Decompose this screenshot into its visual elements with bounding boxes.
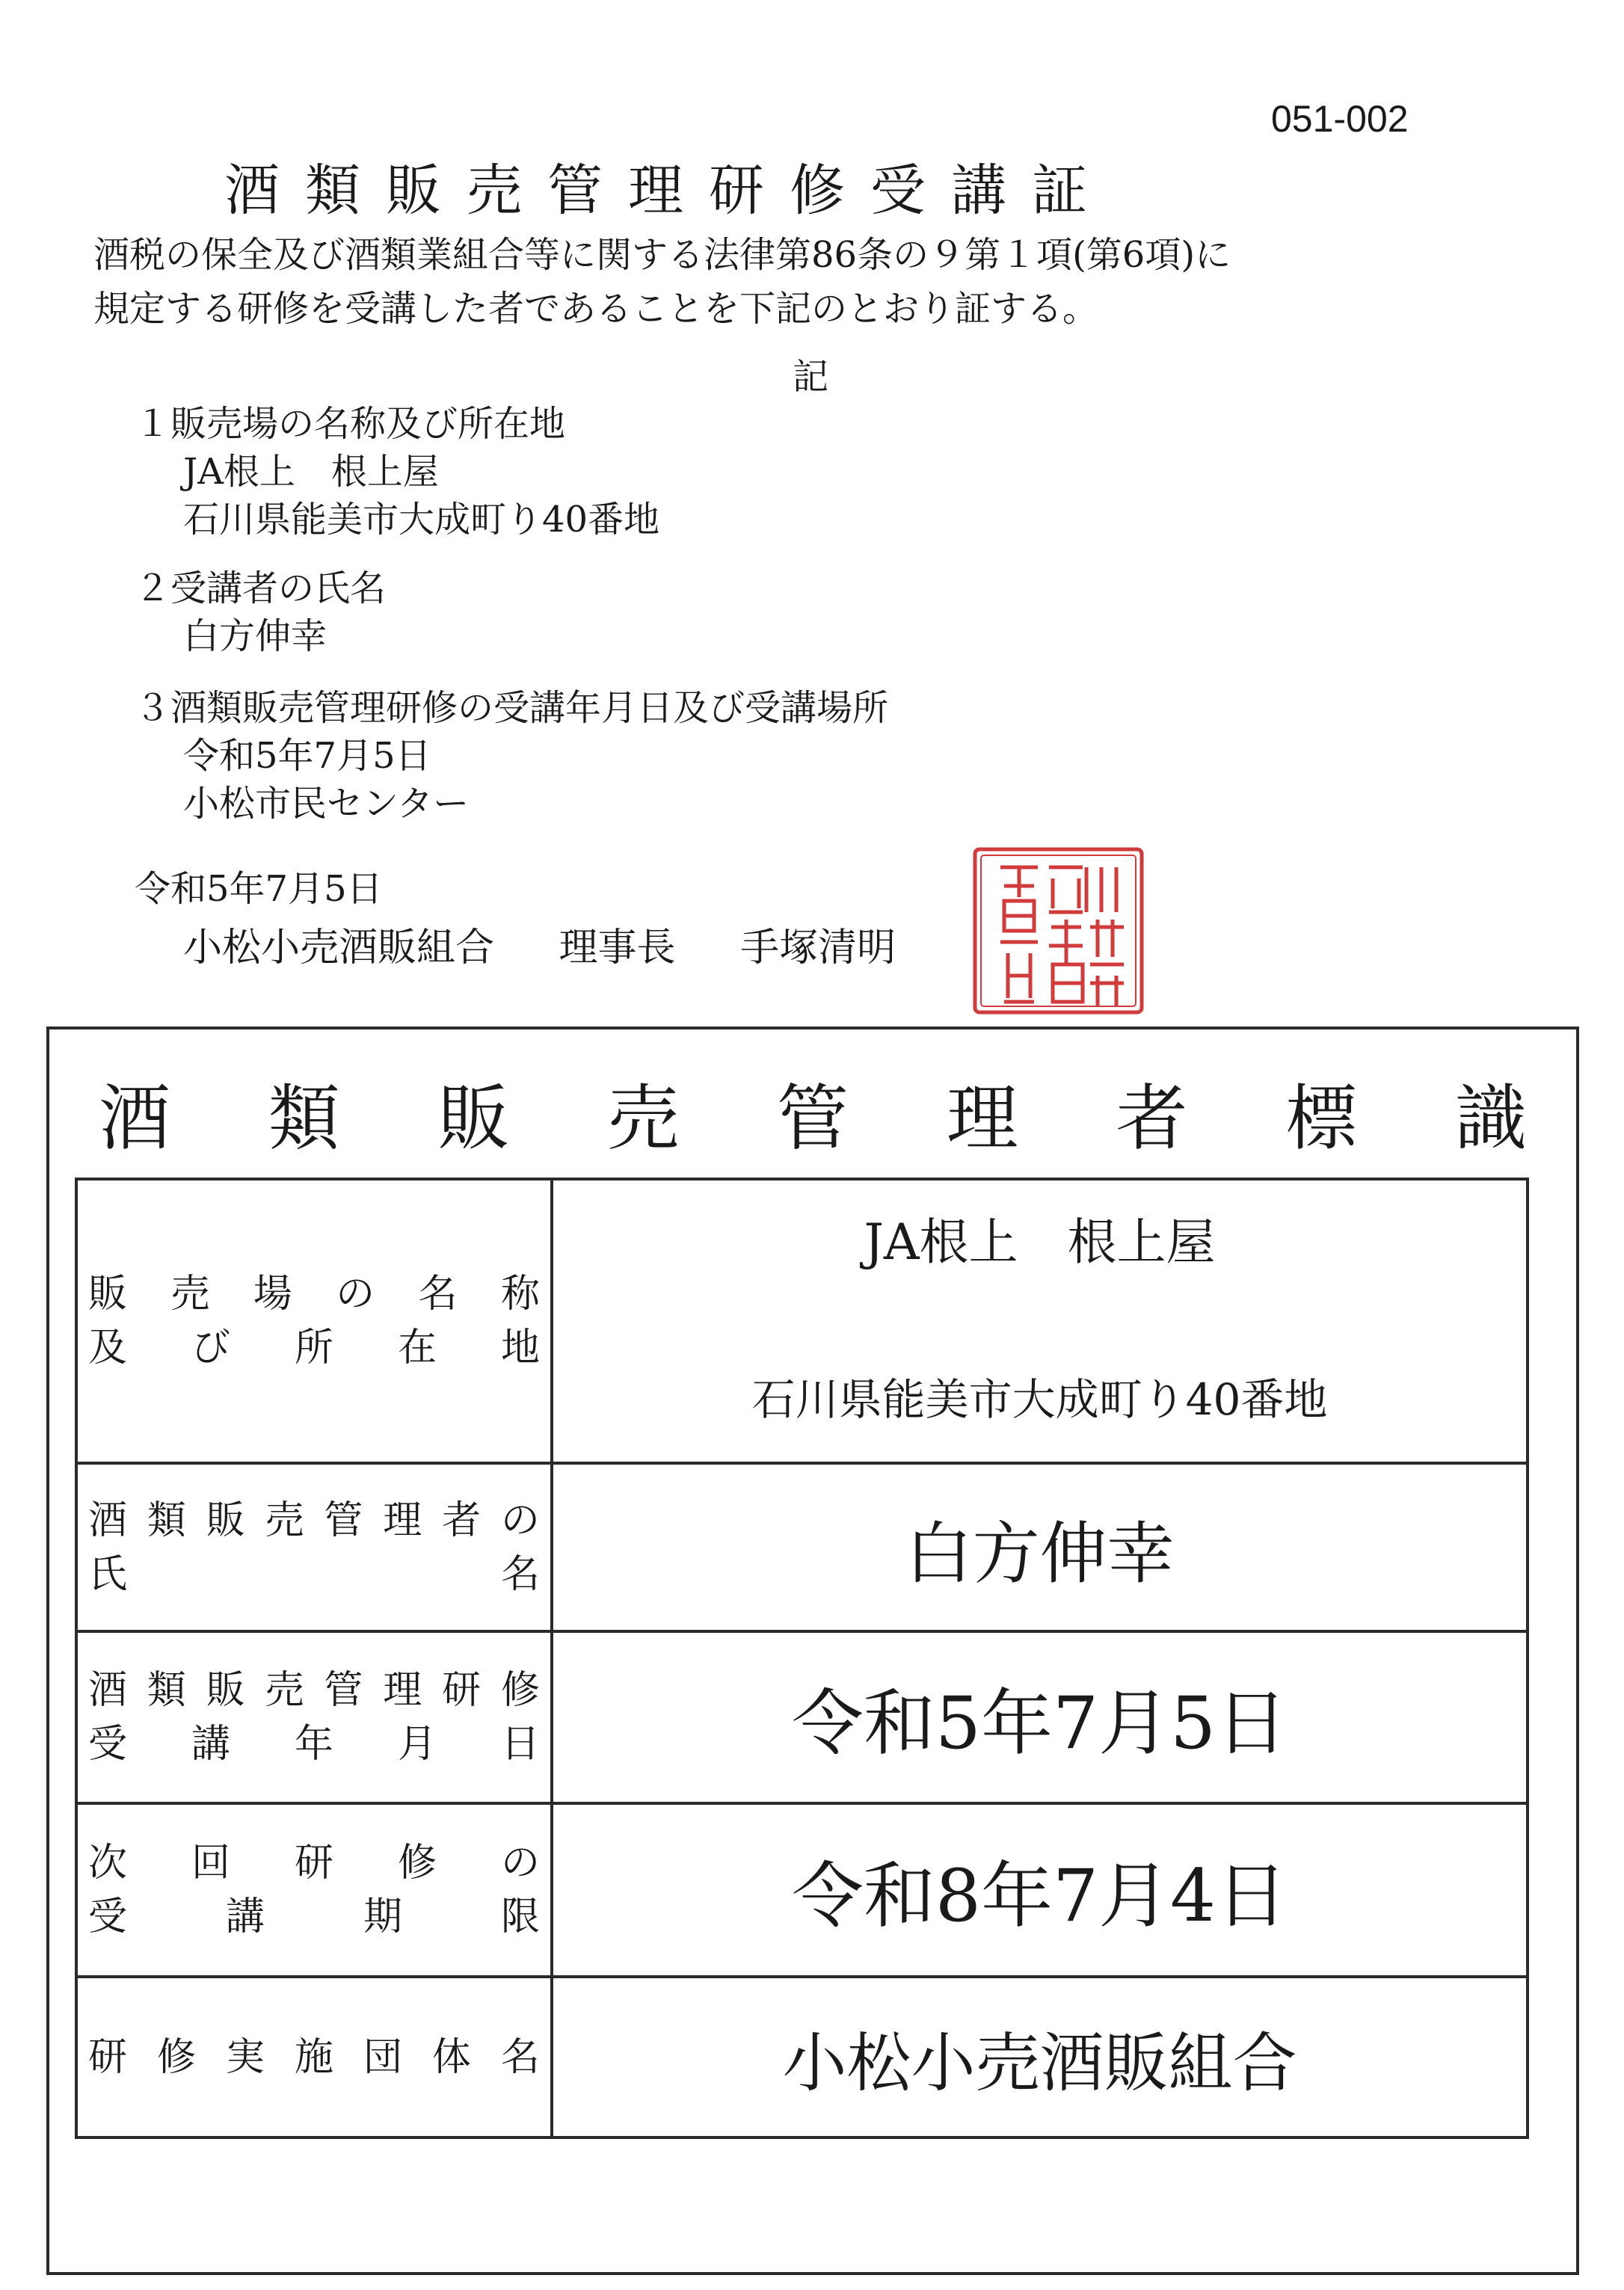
row-label-char: 理 (383, 1498, 422, 1543)
row-label-char: 及 (88, 1326, 128, 1370)
table-row (76, 1803, 1528, 1977)
store-name: JA根上 根上屋 (864, 1213, 1216, 1271)
row-label-char: 団 (363, 2034, 402, 2080)
official-seal-icon (971, 845, 1146, 1017)
row-label-char: 年 (294, 1722, 333, 1767)
row-label-char: 修 (500, 1668, 540, 1713)
certificate-title (224, 147, 1421, 226)
row-label-char: 回 (191, 1841, 230, 1886)
row-label-char: の (500, 1498, 540, 1543)
value-manager-name (552, 1463, 1528, 1631)
row-label-char: の (336, 1272, 375, 1317)
value-organizer (552, 1977, 1528, 2137)
row-label-char: 理 (383, 1668, 422, 1713)
label-training-date (76, 1631, 552, 1803)
label-store (76, 1179, 552, 1463)
row-label-char: 類 (147, 1668, 186, 1713)
item-1-address: 石川県能美市大成町り40番地 (183, 499, 660, 541)
row-label-char: 期 (363, 1895, 402, 1939)
row-label-char: 地 (500, 1326, 540, 1370)
row-label-char: 次 (88, 1841, 128, 1886)
issue-date: 令和5年7月5日 (135, 868, 383, 910)
row-label-char: 研 (294, 1841, 333, 1886)
item-2 (135, 564, 386, 660)
sign-title-char: 類 (268, 1077, 340, 1160)
row-label-char: 在 (397, 1326, 437, 1370)
sign-title-char: 識 (1455, 1077, 1527, 1160)
item-1 (135, 400, 659, 544)
row-label-char: 酒 (88, 1498, 128, 1543)
table-row (76, 1977, 1528, 2137)
sign-title (46, 1062, 1579, 1164)
sign-title-char: 管 (777, 1077, 849, 1160)
label-next-deadline (76, 1803, 552, 1977)
store-address: 石川県能美市大成町り40番地 (751, 1374, 1328, 1425)
table-row (76, 1463, 1528, 1631)
row-label-char: 修 (397, 1841, 437, 1886)
value-next-deadline (552, 1803, 1528, 1977)
row-label-char: 受 (88, 1722, 128, 1767)
value-store (552, 1179, 1528, 1463)
sign-title-char: 売 (607, 1077, 680, 1160)
document-number: 051-002 (1271, 98, 1409, 140)
row-label-char: 称 (500, 1272, 540, 1317)
sign-title-char: 酒 (99, 1077, 170, 1160)
next-deadline: 令和8年7月4日 (791, 1853, 1288, 1938)
row-label-char: 研 (442, 1668, 482, 1713)
certificate-title-text: 酒類販売管理研修受講証 (224, 158, 1113, 223)
row-label-char: 実 (225, 2034, 265, 2080)
row-label-char: 売 (170, 1272, 210, 1317)
issuer-name: 手塚清明 (740, 926, 896, 970)
row-label-char: 限 (500, 1895, 540, 1939)
manager-name: 白方伸幸 (905, 1514, 1175, 1593)
ki-heading: 記 (793, 356, 829, 398)
intro-line-2: 規定する研修を受講した者であることを下記のとおり証する。 (93, 288, 1099, 330)
row-label-char: 売 (265, 1668, 304, 1713)
row-label-char: び (191, 1326, 230, 1370)
row-label-char: 名 (500, 2034, 540, 2080)
row-label-char: 所 (294, 1326, 333, 1370)
row-label-char: 修 (156, 2034, 196, 2080)
row-label-char: 氏 (88, 1551, 128, 1597)
certificate-intro (93, 228, 1537, 336)
row-label-char: 管 (324, 1668, 363, 1713)
intro-line-1: 酒税の保全及び酒類業組合等に関する法律第86条の９第１項(第6項)に (93, 234, 1231, 276)
row-label-char: 販 (88, 1272, 128, 1317)
row-label-char: 場 (253, 1272, 292, 1317)
value-training-date (552, 1631, 1528, 1803)
row-label-char: 体 (431, 2034, 471, 2080)
row-label-char: 講 (191, 1722, 230, 1767)
item-3-place: 小松市民センター (183, 783, 470, 825)
item-2-heading: ２受講者の氏名 (135, 567, 387, 609)
row-label-char: 講 (225, 1895, 265, 1939)
row-label-char: 売 (265, 1498, 304, 1543)
issuer (183, 916, 896, 972)
item-2-attendee-name: 白方伸幸 (183, 615, 327, 657)
table-row (76, 1631, 1528, 1803)
row-label-char: 販 (206, 1498, 245, 1543)
row-label-char: 研 (88, 2034, 128, 2080)
sign-title-char: 標 (1285, 1077, 1358, 1160)
row-label-char: の (500, 1841, 540, 1886)
label-organizer (76, 1977, 552, 2137)
sign-table (75, 1178, 1529, 2139)
item-1-heading: １販売場の名称及び所在地 (135, 403, 566, 445)
row-label-char: 酒 (88, 1668, 128, 1713)
row-label-char: 類 (147, 1498, 186, 1543)
sign-title-char: 理 (946, 1077, 1018, 1160)
item-3-heading: ３酒類販売管理研修の受講年月日及び受講場所 (135, 687, 889, 729)
issuer-organization: 小松小売酒販組合 (183, 926, 495, 970)
sign-title-char: 販 (437, 1077, 510, 1160)
row-label-char: 名 (500, 1551, 540, 1597)
training-date: 令和5年7月5日 (791, 1681, 1288, 1765)
row-label-char: 施 (294, 2034, 333, 2080)
label-manager-name (76, 1463, 552, 1631)
row-label-char: 受 (88, 1895, 128, 1939)
sign-title-char: 者 (1116, 1077, 1188, 1160)
issuer-title: 理事長 (559, 926, 676, 970)
item-3-date: 令和5年7月5日 (183, 735, 431, 777)
row-label-char: 販 (206, 1668, 245, 1713)
row-label-char: 者 (442, 1498, 482, 1543)
row-label-char: 月 (397, 1722, 437, 1767)
row-label-char: 管 (324, 1498, 363, 1543)
table-row (76, 1179, 1528, 1463)
item-1-store-name: JA根上 根上屋 (183, 451, 439, 493)
organizer-name: 小松小売酒販組合 (782, 2025, 1297, 2101)
row-label-char: 日 (500, 1722, 540, 1767)
row-label-char: 名 (418, 1272, 458, 1317)
item-3 (135, 684, 888, 828)
